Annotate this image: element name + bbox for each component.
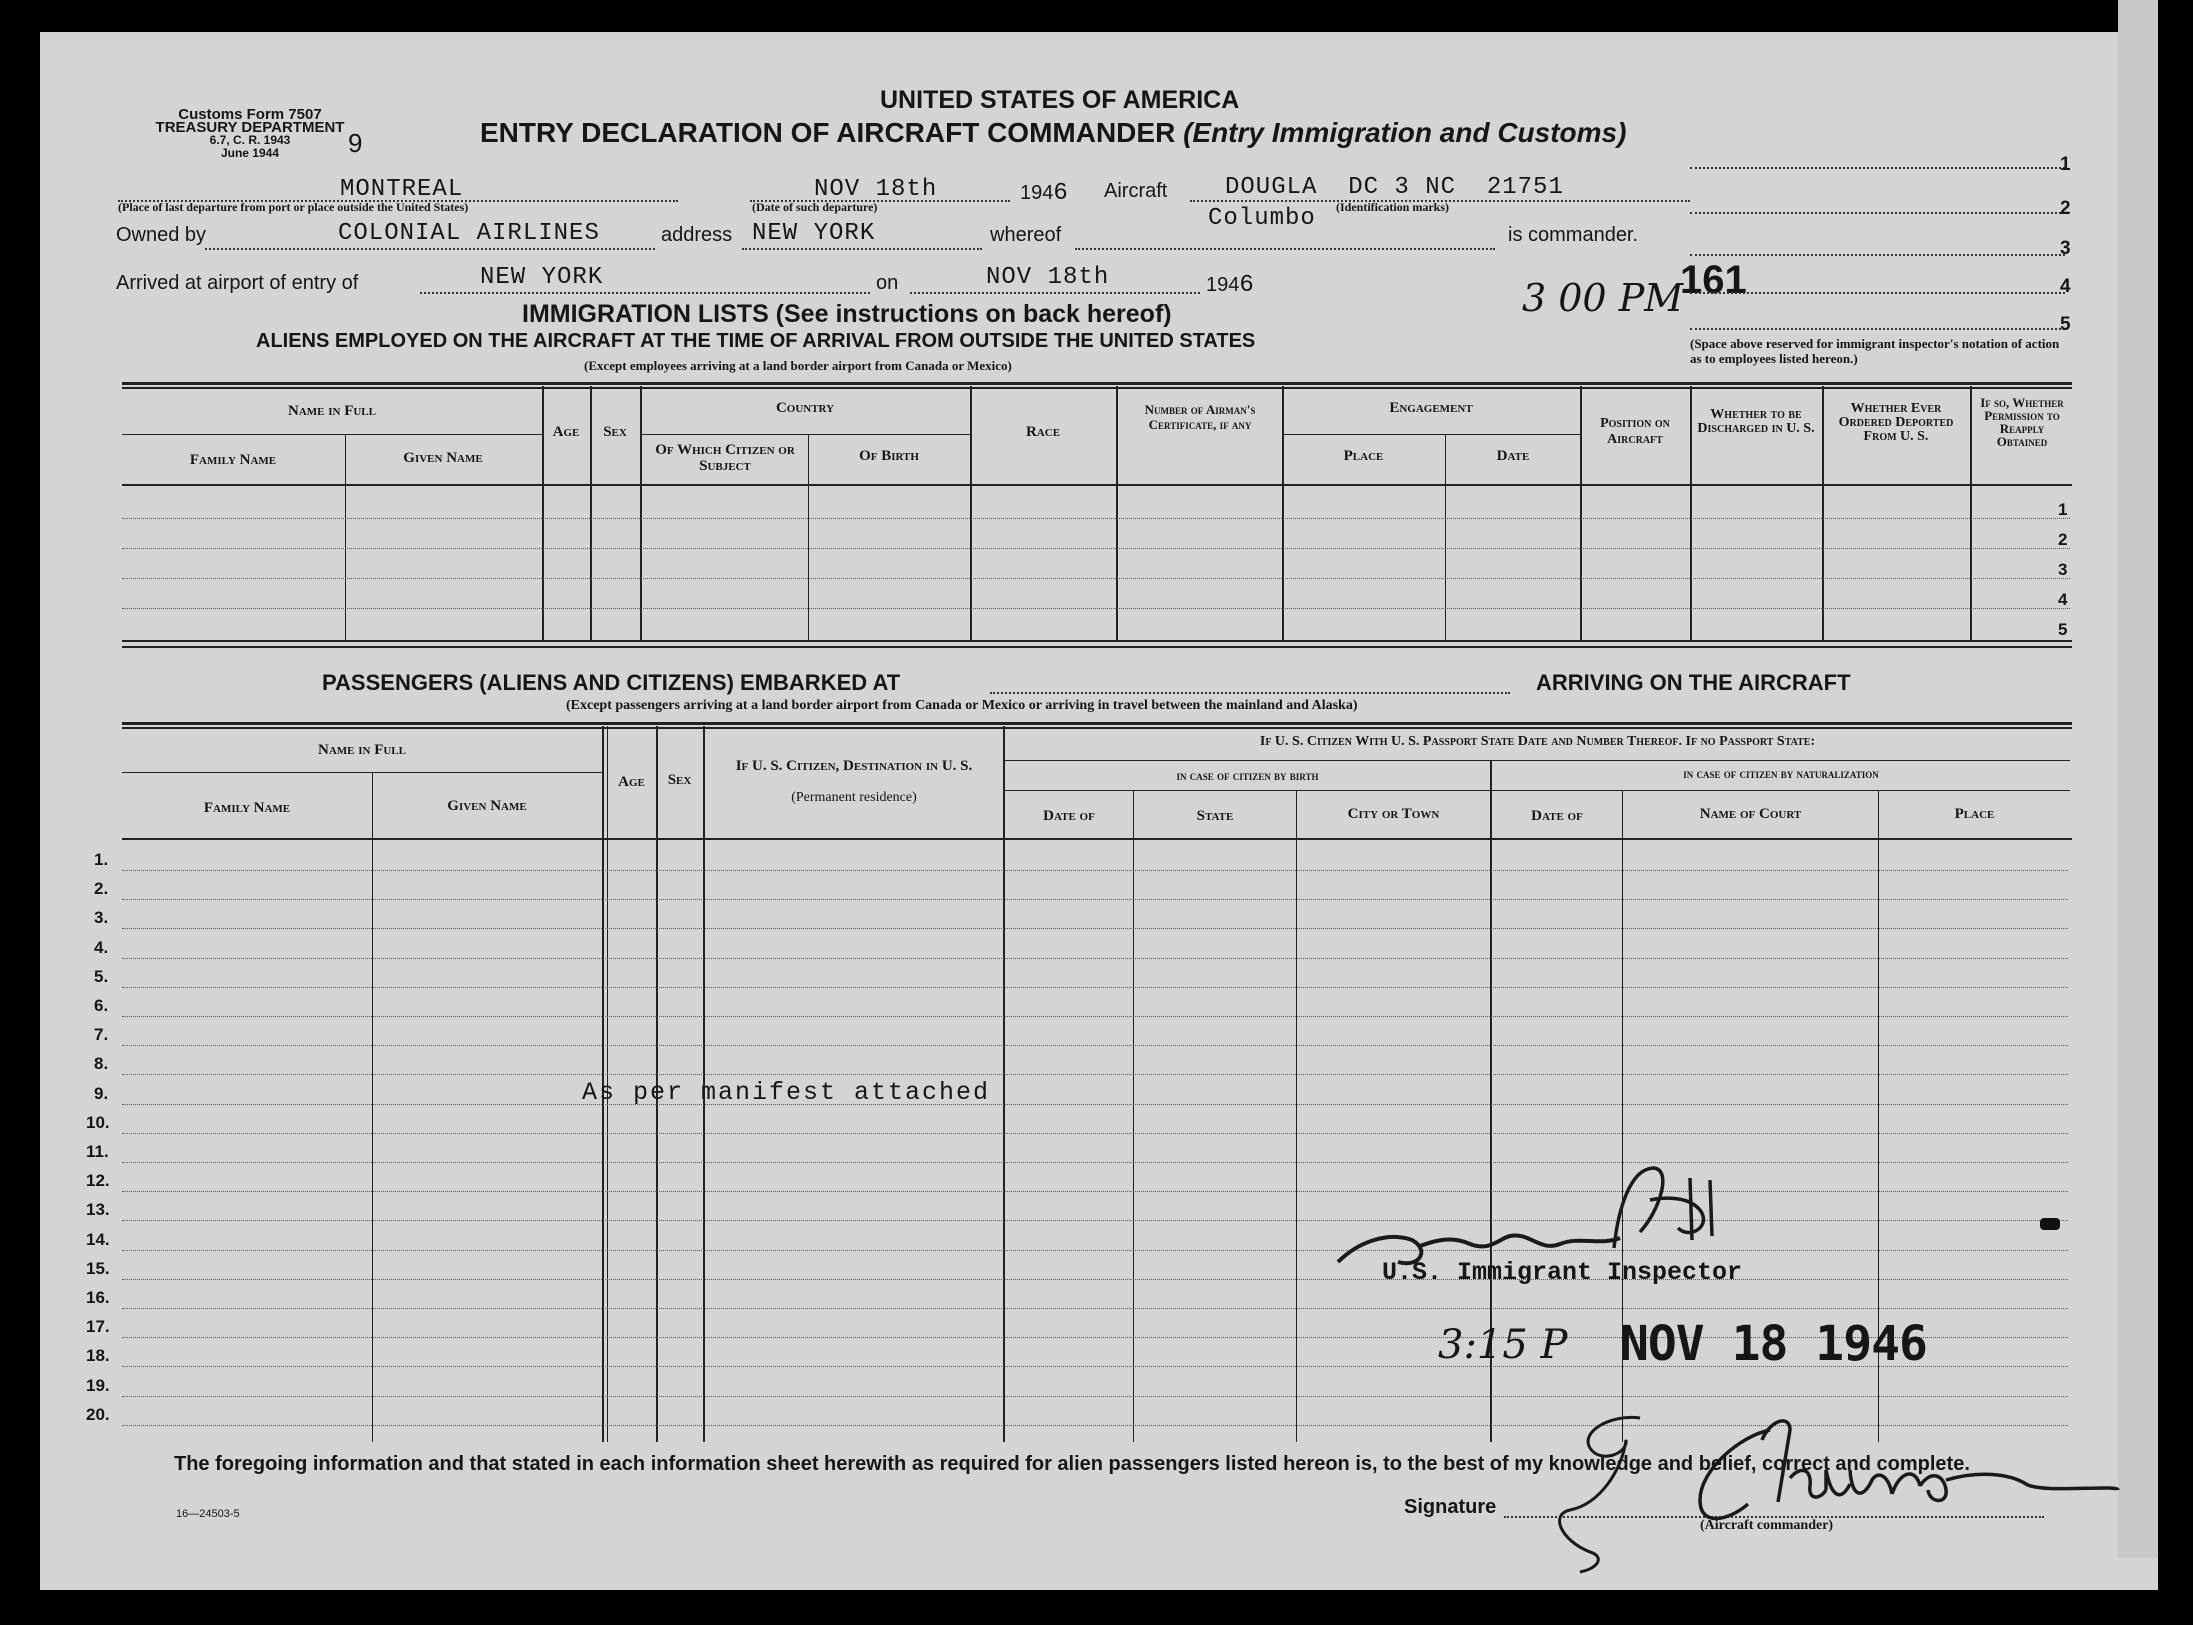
- passenger-row-number: 17.: [86, 1317, 110, 1336]
- imm-row-number: 4: [2058, 590, 2068, 609]
- passenger-row-number: 13.: [86, 1200, 110, 1219]
- form-id-line2: TREASURY DEPARTMENT: [155, 119, 345, 136]
- immigration-title: IMMIGRATION LISTS (See instructions on back hereof): [522, 300, 1172, 328]
- date-stamp: NOV 18 1946: [1620, 1316, 1927, 1372]
- is-commander-label: is commander.: [1508, 224, 1639, 246]
- passenger-row-number: 1.: [94, 850, 109, 869]
- imm-hdr-date: Date: [1496, 448, 1530, 464]
- passenger-row-number: 5.: [94, 967, 109, 986]
- imm-hdr-deported: Whether Ever Ordered Deported From U. S.: [1838, 401, 1954, 444]
- form-subtitle: (Entry Immigration and Customs): [1183, 117, 1627, 148]
- passenger-row-number: 9.: [94, 1084, 109, 1103]
- pax-hdr-name: Name in Full: [317, 742, 406, 758]
- right-line-number: 2: [2060, 198, 2071, 219]
- imm-hdr-name: Name in Full: [287, 403, 376, 419]
- passenger-row-number: 6.: [94, 996, 109, 1015]
- departure-year-suffix: 6: [1053, 180, 1069, 207]
- passenger-row-number: 18.: [86, 1346, 110, 1365]
- footer-statement: The foregoing information and that stated in each information sheet herewith as required for alien passengers listed hereon is, to the best of my knowledge and belief, correct and complete.: [174, 1453, 1970, 1475]
- passenger-row-number: 3.: [94, 908, 109, 927]
- imm-row-number: 3: [2058, 560, 2068, 579]
- inspector-time-note: 3 00 PM: [1522, 276, 1684, 320]
- imm-hdr-sex: Sex: [603, 424, 627, 440]
- reserved-caption: (Space above reserved for immigrant inspector's notation of action as to employees listed hereon.): [1690, 336, 2060, 366]
- print-code: 16—24503-5: [176, 1508, 240, 1520]
- pax-hdr-place: Place: [1954, 806, 1995, 822]
- form-id-line3: 6.7, C. R. 1943: [209, 133, 291, 147]
- arrival-label: Arrived at airport of entry of: [116, 272, 359, 294]
- immigration-subtitle: ALIENS EMPLOYED ON THE AIRCRAFT AT THE TIME OF ARRIVAL FROM OUTSIDE THE UNITED STATES: [256, 330, 1256, 352]
- imm-hdr-family: Family Name: [189, 452, 277, 468]
- passenger-row-number: 14.: [86, 1230, 110, 1249]
- pax-hdr-by-naturalization: in case of citizen by naturalization: [1683, 766, 1879, 781]
- aircraft-marks-caption: (Identification marks): [1336, 200, 1449, 214]
- passenger-row-number: 20.: [86, 1405, 110, 1424]
- imm-hdr-given: Given Name: [403, 450, 483, 466]
- form-number-mark: 9: [348, 128, 363, 158]
- imm-row-number: 5: [2058, 620, 2068, 639]
- pax-hdr-given: Given Name: [447, 798, 527, 814]
- pax-hdr-city: City or Town: [1347, 806, 1440, 822]
- imm-hdr-discharged: Whether to be Discharged in U. S.: [1697, 407, 1815, 436]
- passenger-row-number: 8.: [94, 1054, 109, 1073]
- inspector-time: 3:15 P: [1438, 1322, 1568, 1368]
- country-title: UNITED STATES OF AMERICA: [880, 86, 1240, 114]
- arrival-on-label: on: [876, 272, 899, 294]
- passenger-row-number: 12.: [86, 1171, 110, 1190]
- form-id-line1: Customs Form 7507: [178, 106, 322, 123]
- departure-place-value: MONTREAL: [340, 176, 464, 203]
- whereof-label: whereof: [990, 224, 1062, 246]
- right-line-number: 3: [2060, 238, 2071, 259]
- address-label: address: [661, 224, 733, 246]
- imm-hdr-place: Place: [1343, 448, 1384, 464]
- aircraft-label: Aircraft: [1104, 180, 1168, 202]
- passenger-row-number: 4.: [94, 938, 109, 957]
- passenger-row-number: 7.: [94, 1025, 109, 1044]
- arrival-year-prefix: 194: [1206, 274, 1240, 296]
- imm-hdr-country: Country: [775, 400, 835, 416]
- signature-caption: (Aircraft commander): [1700, 1518, 1834, 1533]
- passenger-row-number: 2.: [94, 879, 109, 898]
- passengers-title-right: ARRIVING ON THE AIRCRAFT: [1536, 670, 1851, 695]
- passenger-row-number: 10.: [86, 1113, 110, 1132]
- pax-hdr-family: Family Name: [203, 800, 291, 816]
- pax-hdr-destination-sub: (Permanent residence): [791, 790, 917, 805]
- departure-year-prefix: 194: [1020, 182, 1054, 204]
- form-id-line4: June 1944: [220, 146, 280, 160]
- right-line-number: 1: [2060, 154, 2071, 175]
- passengers-note: (Except passengers arriving at a land border airport from Canada or Mexico or arriving in travel between the mainland and Alaska): [566, 698, 1358, 713]
- owner-value: COLONIAL AIRLINES: [338, 220, 600, 247]
- imm-hdr-age: Age: [552, 424, 580, 440]
- departure-date-caption: (Date of such departure): [752, 200, 878, 214]
- imm-hdr-engagement: Engagement: [1389, 400, 1473, 416]
- pax-hdr-passport: If U. S. Citizen With U. S. Passport State Date and Number Thereof. If no Passport State:: [1259, 734, 1816, 749]
- arrival-year-suffix: 6: [1239, 272, 1255, 299]
- pax-hdr-by-birth: in case of citizen by birth: [1176, 768, 1319, 783]
- address-value: NEW YORK: [752, 220, 876, 247]
- pax-hdr-sex: Sex: [667, 772, 692, 788]
- signature-label: Signature: [1404, 1496, 1497, 1518]
- commander-value: Columbo: [1208, 205, 1316, 232]
- pax-hdr-destination: If U. S. Citizen, Destination in U. S.: [735, 758, 973, 774]
- imm-row-number: 1: [2058, 500, 2068, 519]
- arrival-date-value: NOV 18th: [986, 264, 1110, 291]
- imm-hdr-citizen: Of Which Citizen or Subject: [655, 442, 795, 474]
- pax-hdr-age: Age: [618, 774, 645, 790]
- pax-hdr-court: Name of Court: [1699, 806, 1802, 822]
- passenger-row-number: 16.: [86, 1288, 110, 1307]
- right-line-number: 4: [2060, 276, 2071, 297]
- form-title: ENTRY DECLARATION OF AIRCRAFT COMMANDER: [480, 117, 1176, 148]
- pax-hdr-date-of: Date of: [1043, 808, 1095, 824]
- arrival-airport-value: NEW YORK: [480, 264, 604, 291]
- imm-hdr-reapply: If so, Whether Permission to Reapply Obtained: [1980, 395, 2064, 449]
- immigration-note: (Except employees arriving at a land border airport from Canada or Mexico): [584, 358, 1012, 373]
- passenger-row-number: 11.: [86, 1142, 109, 1161]
- passenger-row-number: 19.: [86, 1376, 110, 1395]
- inspector-number-note: 161: [1680, 258, 1747, 302]
- right-line-number: 5: [2060, 314, 2071, 335]
- owned-by-label: Owned by: [116, 224, 207, 246]
- pax-hdr-date-of-2: Date of: [1531, 808, 1583, 824]
- passengers-title-left: PASSENGERS (ALIENS AND CITIZENS) EMBARKED AT: [322, 670, 901, 695]
- imm-hdr-position: Position on Aircraft: [1600, 416, 1670, 447]
- departure-place-caption: (Place of last departure from port or place outside the United States): [118, 200, 469, 214]
- imm-hdr-birth: Of Birth: [859, 448, 919, 464]
- imm-row-number: 2: [2058, 530, 2068, 549]
- imm-hdr-race: Race: [1025, 424, 1061, 440]
- passenger-row-number: 15.: [86, 1259, 110, 1278]
- pax-hdr-state: State: [1196, 808, 1234, 824]
- aircraft-marks-value: DOUGLA DC 3 NC 21751: [1225, 174, 1564, 201]
- manifest-remark: As per manifest attached: [582, 1078, 991, 1107]
- inspector-title: U.S. Immigrant Inspector: [1382, 1258, 1743, 1287]
- imm-hdr-airman-cert: Number of Airman's Certificate, if any: [1144, 402, 1256, 432]
- departure-date-value: NOV 18th: [814, 176, 938, 203]
